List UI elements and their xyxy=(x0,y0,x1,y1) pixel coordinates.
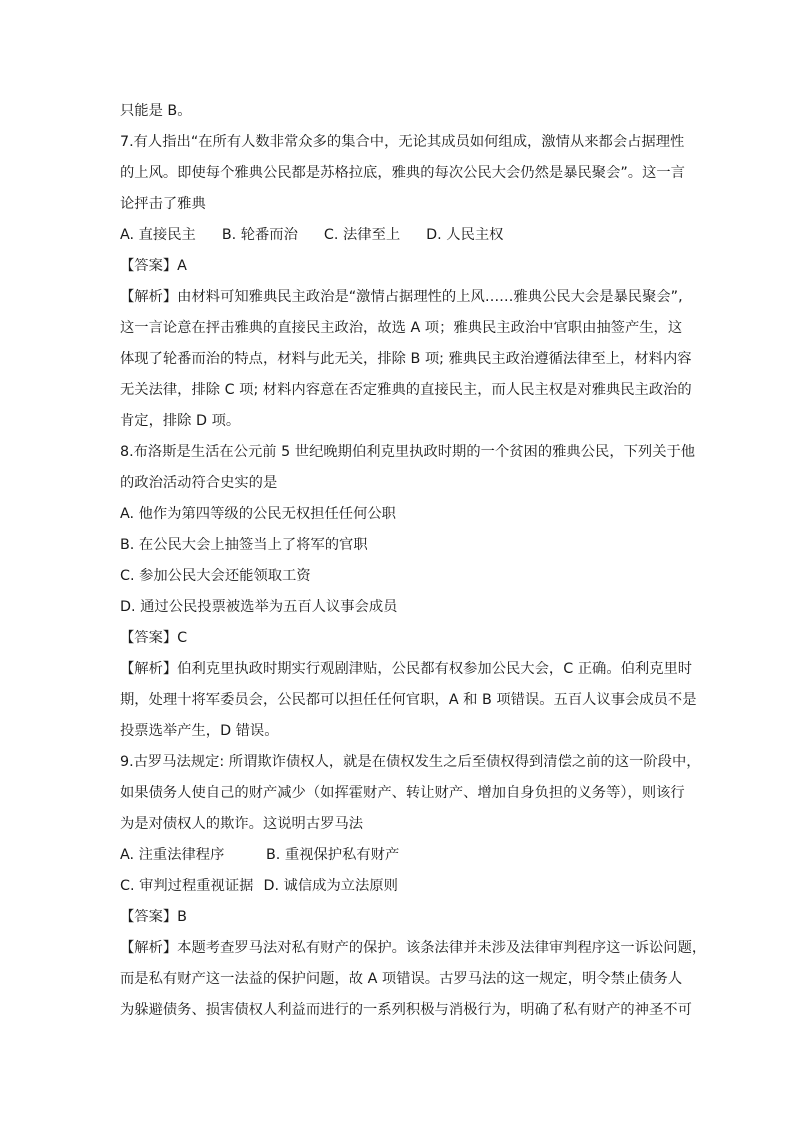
q8-stem-line-2: 的政治活动符合史实的是 xyxy=(120,475,278,491)
q7-option-a: A. 直接民主 xyxy=(120,227,196,243)
intro-line: 只能是 B。 xyxy=(120,103,192,119)
q7-analysis-line-5: 肯定，排除 D 项。 xyxy=(120,413,241,429)
q7-answer: 【答案】A xyxy=(120,258,187,274)
q8-analysis-line-3: 投票选举产生，D 错误。 xyxy=(120,723,279,739)
q7-options xyxy=(120,220,680,251)
q7-option-c: C. 法律至上 xyxy=(323,227,401,243)
question-8 xyxy=(120,437,697,747)
q8-option-c: C. 参加公民大会还能领取工资 xyxy=(120,568,311,584)
q7-analysis-line-1: 【解析】由材料可知雅典民主政治是“激情占据理性的上风……雅典公民大会是暴民聚会”, xyxy=(120,289,683,305)
q9-option-a: A. 注重法律程序 xyxy=(120,847,225,863)
q8-analysis-line-1: 【解析】伯利克里执政时期实行观剧津贴，公民都有权参加公民大会，C 正确。伯利克里时 xyxy=(120,661,693,677)
q9-option-d: D. 诚信成为立法原则 xyxy=(263,878,398,894)
q7-stem-line-3: 论抨击了雅典 xyxy=(120,196,206,212)
q9-options-row-2 xyxy=(120,871,680,902)
q7-analysis-line-2: 这一言论意在抨击雅典的直接民主政治，故选 A 项；雅典民主政治中官职由抽签产生，这 xyxy=(120,320,683,336)
question-7 xyxy=(120,127,692,437)
q9-analysis-line-3: 为躲避债务、损害债权人利益而进行的一系列积极与消极行为，明确了私有财产的神圣不可 xyxy=(120,1002,692,1018)
q7-analysis-line-4: 无关法律，排除 C 项; 材料内容意在否定雅典的直接民主，而人民主权是对雅典民主政治的 xyxy=(120,382,692,398)
q8-answer: 【答案】C xyxy=(120,630,188,646)
q8-option-d: D. 通过公民投票被选举为五百人议事会成员 xyxy=(120,599,398,615)
question-9 xyxy=(120,747,707,1026)
q7-stem-line-1: 7.有人指出“在所有人数非常众多的集合中，无论其成员如何组成，激情从来都会占据理性 xyxy=(120,134,685,150)
q7-analysis-line-3: 体现了轮番而治的特点，材料与此无关，排除 B 项; 雅典民主政治遵循法律至上，材料内容 xyxy=(120,351,692,367)
q9-analysis-line-2: 而是私有财产这一法益的保护问题，故 A 项错误。古罗马法的这一规定，明令禁止债务人 xyxy=(120,971,683,987)
q8-stem-line-1: 8.布洛斯是生活在公元前 5 世纪晚期伯利克里执政时期的一个贫困的雅典公民，下列关于他 xyxy=(120,444,696,460)
q9-analysis-line-1: 【解析】本题考查罗马法对私有财产的保护。该条法律并未涉及法律审判程序这一诉讼问题， xyxy=(120,940,707,956)
q9-option-b: B. 重视保护私有财产 xyxy=(266,847,400,863)
q9-stem-line-1: 9.古罗马法规定: 所谓欺诈债权人，就是在债权发生之后至债权得到清偿之前的这一阶段中， xyxy=(120,754,701,770)
q7-option-b: B. 轮番而治 xyxy=(221,227,298,243)
q8-analysis-line-2: 期，处理十将军委员会，公民都可以担任任何官职，A 和 B 项错误。五百人议事会成员不是 xyxy=(120,692,697,708)
q9-stem-line-3: 为是对债权人的欺诈。这说明古罗马法 xyxy=(120,816,364,832)
document-page xyxy=(120,96,707,1026)
q7-option-d: D. 人民主权 xyxy=(426,227,504,243)
q9-stem-line-2: 如果债务人使自己的财产减少（如挥霍财产、转让财产、增加自身负担的义务等），则该行 xyxy=(120,785,685,801)
q7-stem-line-2: 的上风。即使每个雅典公民都是苏格拉底，雅典的每次公民大会仍然是暴民聚会”。这一言 xyxy=(120,165,685,181)
q9-answer: 【答案】B xyxy=(120,909,187,925)
q9-options-row-1 xyxy=(120,840,680,871)
q9-option-c: C. 审判过程重视证据 xyxy=(120,878,254,894)
q8-option-b: B. 在公民大会上抽签当上了将军的官职 xyxy=(120,537,368,553)
q8-option-a: A. 他作为第四等级的公民无权担任任何公职 xyxy=(120,506,396,522)
